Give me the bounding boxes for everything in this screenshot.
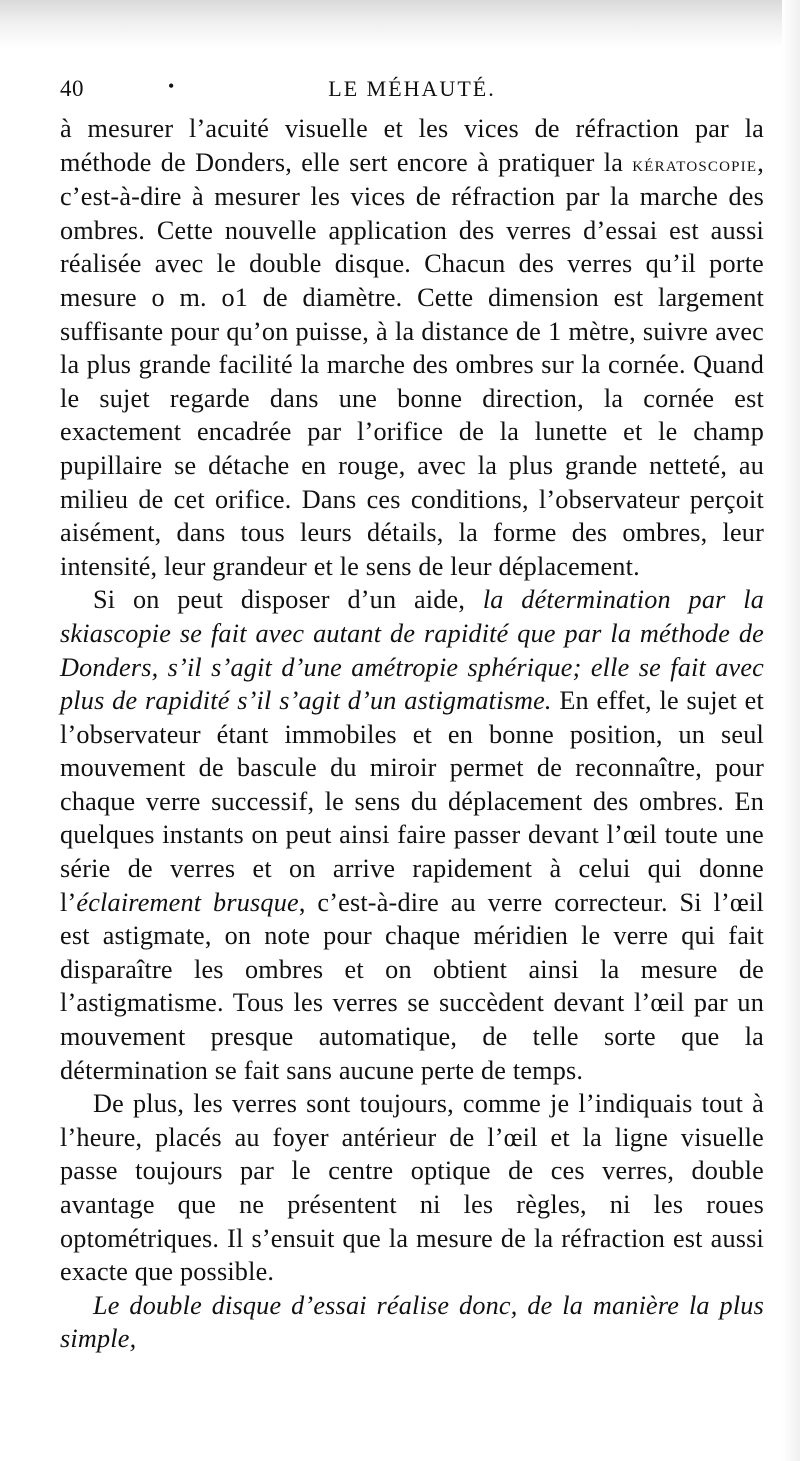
page-header (60, 76, 764, 110)
paragraph-1 (60, 112, 764, 583)
paragraph-3-text: De plus, les verres sont toujours, comme je l’indiquais tout à l’heure, placés au foyer antérieur de l’œil et la ligne visuelle passe toujours par le centre optique de ces verres, double avantage que ne présentent ni les règles, ni les roues optométriques. Il s’ensuit que la mesure de la réfraction est aussi exacte que possible. (60, 1089, 764, 1287)
page-number: 40 (60, 76, 84, 101)
paragraph-3 (60, 1087, 764, 1289)
paragraph-4 (60, 1289, 764, 1356)
paragraph-1-part-c: , c’est-à-dire à mesurer les vices de réfraction par la marche des ombres. Cette nouvelle application des verres d’essai est aussi réalisée avec le double disque. Chacun des verres qu’il porte mesure o m. o1 de diamètre. Cette dimension est largement suffisante pour qu’on puisse, à la distance de 1 mètre, suivre avec la plus grande facilité la marche des ombres sur la cornée. Quand le sujet regarde dans une bonne direction, la cornée est exactement encadrée par l’orifice de la lunette et le champ pupillaire se détache en rouge, avec la plus grande netteté, au milieu de cet orifice. Dans ces conditions, l’observateur perçoit aisément, dans tous leurs détails, la forme des ombres, leur intensité, leur grandeur et le sens de leur déplacement. (60, 147, 764, 581)
paragraph-2 (60, 583, 764, 1087)
body-text (60, 112, 764, 1356)
paragraph-2-italic-statement: la détermination par la skiascopie se fait avec autant de rapidité que par la méthode de Donders, s’il s’agit d’une amétropie sphérique; elle se fait avec plus de rapidité s’il s’agit d’un astigmatisme. (60, 585, 764, 716)
running-head: LE MÉHAUTÉ. (328, 76, 496, 101)
header-dot: • (168, 76, 175, 96)
scan-top-shadow (0, 0, 800, 48)
eclairement-brusque-term: éclairement brusque (76, 887, 299, 917)
paragraph-2-part-c: En effet, le sujet et l’observateur étant immobiles et en bonne position, un seul mouvement de bascule du miroir permet de reconnaître, pour chaque verre successif, le sens du déplacement des ombres. En quelques instants on peut ainsi faire passer devant l’œil toute une série de verres et on arrive rapidement à celui qui donne l’ (60, 686, 764, 917)
scan-right-edge (782, 0, 800, 1461)
keratoscopie-term: kératoscopie (632, 150, 758, 176)
paragraph-4-italic-text: Le double disque d’essai réalise donc, de la manière la plus simple, (60, 1290, 764, 1354)
paragraph-2-part-a: Si on peut disposer d’un aide, (93, 585, 483, 615)
paragraph-2-part-e: , c’est-à-dire au verre correcteur. Si l’œil est astigmate, on note pour chaque méridien le verre qui fait disparaître les ombres et on obtient ainsi la mesure de l’astigmatisme. Tous les verres se succèdent devant l’œil par un mouvement presque automatique, de telle sorte que la détermination se fait sans aucune perte de temps. (60, 887, 764, 1085)
paragraph-1-part-a: à mesurer l’acuité visuelle et les vices de réfraction par la méthode de Donders, elle sert encore à pratiquer la (60, 114, 764, 177)
